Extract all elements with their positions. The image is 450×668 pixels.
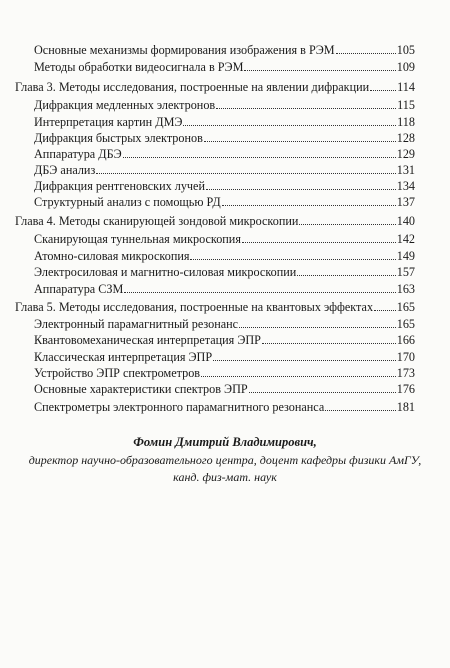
toc-page-number: 173 (396, 366, 415, 380)
toc-dot-leader (213, 359, 396, 361)
toc-entry-title: Методы обработки видеосигнала в РЭМ (34, 60, 244, 74)
toc-entry-title: Устройство ЭПР спектрометров (34, 366, 201, 380)
toc-entry-title: Электронный парамагнитный резонанс (34, 317, 239, 331)
toc-page-number: 170 (396, 350, 415, 364)
toc-entry (34, 96, 415, 112)
toc-entry-title: Структурный анализ с помощью РД (34, 195, 221, 209)
toc-entry-title: Глава 5. Методы исследования, построенные на квантовых эффектах (15, 300, 374, 314)
toc-entry (34, 364, 415, 380)
toc-dot-leader (96, 172, 395, 174)
toc-entry-title: Дифракция медленных электронов (34, 98, 216, 112)
toc-entry-title: Глава 4. Методы сканирующей зондовой микроскопии (15, 214, 299, 228)
toc-page-number: 181 (396, 400, 415, 414)
toc-entry (34, 177, 415, 193)
toc-entry (34, 380, 415, 396)
toc-entry-title: Глава 3. Методы исследования, построенные на явлении дифракции (15, 80, 370, 94)
author-signature (0, 435, 450, 485)
toc-dot-leader (204, 140, 396, 142)
author-position: директор научно-образовательного центра, доцент кафедры физики АмГУ, (28, 453, 422, 467)
toc-page-number: 114 (397, 80, 415, 94)
author-name: Фомин Дмитрий Владимирович, (133, 435, 317, 449)
toc-dot-leader (336, 52, 396, 54)
toc-page-number: 115 (397, 98, 415, 112)
author-degree: канд. физ-мат. наук (173, 470, 277, 484)
toc-page-number: 140 (396, 214, 415, 228)
toc-entry-title: Основные механизмы формирования изображения в РЭМ (34, 43, 335, 57)
toc-entry (34, 230, 415, 246)
toc-page-number: 157 (396, 265, 415, 279)
toc-entry (34, 280, 415, 296)
toc-page-number: 128 (396, 131, 415, 145)
toc-page-number: 137 (396, 195, 415, 209)
toc-dot-leader (123, 156, 396, 158)
toc-page-number: 105 (396, 43, 415, 57)
toc-entry-title: Квантовомеханическая интерпретация ЭПР (34, 333, 261, 347)
toc-page-number: 165 (396, 317, 415, 331)
toc-dot-leader (183, 124, 396, 126)
toc-entry (34, 58, 415, 74)
toc-entry-title: Дифракция рентгеновских лучей (34, 179, 205, 193)
toc-entry (34, 41, 415, 57)
toc-entry-title: Атомно-силовая микроскопия (34, 249, 190, 263)
toc-dot-leader (297, 274, 395, 276)
toc-page-number: 118 (397, 115, 415, 129)
toc-chapter (15, 212, 415, 228)
toc-page-number: 163 (396, 282, 415, 296)
toc-page-number: 176 (396, 382, 415, 396)
toc-page-number: 134 (396, 179, 415, 193)
toc-chapter (15, 78, 415, 94)
toc-entry-title: Аппаратура СЗМ (34, 282, 124, 296)
toc-dot-leader (370, 89, 396, 91)
toc-entry-title: Основные характеристики спектров ЭПР (34, 382, 248, 396)
toc-entry (34, 263, 415, 279)
toc-dot-leader (374, 309, 396, 311)
toc-entry (34, 145, 415, 161)
toc-dot-leader (206, 188, 396, 190)
toc-entry (34, 161, 415, 177)
toc-page-number: 165 (396, 300, 415, 314)
toc-chapter (15, 298, 415, 314)
toc-page-number: 149 (396, 249, 415, 263)
toc-page-number: 142 (396, 232, 415, 246)
toc-entry (34, 398, 415, 414)
toc-entry (34, 331, 415, 347)
toc-dot-leader (262, 342, 396, 344)
toc-dot-leader (244, 69, 395, 71)
toc-entry (34, 315, 415, 331)
toc-dot-leader (249, 391, 396, 393)
toc-entry (34, 348, 415, 364)
toc-dot-leader (190, 258, 395, 260)
toc-dot-leader (124, 291, 395, 293)
toc-dot-leader (222, 204, 396, 206)
toc-dot-leader (201, 375, 396, 377)
toc-entry (34, 113, 415, 129)
toc-dot-leader (299, 223, 395, 225)
toc-entry (34, 247, 415, 263)
toc-dot-leader (242, 241, 396, 243)
toc-page-number: 131 (396, 163, 415, 177)
toc-entry-title: Дифракция быстрых электронов (34, 131, 203, 145)
toc-page-number: 166 (396, 333, 415, 347)
toc-dot-leader (216, 107, 396, 109)
toc-entry-title: Классическая интерпретация ЭПР (34, 350, 213, 364)
toc-entry-title: Аппаратура ДБЭ (34, 147, 122, 161)
toc-entry-title: Электросиловая и магнитно-силовая микроскопии (34, 265, 297, 279)
toc-page-number: 109 (396, 60, 415, 74)
toc-entry-title: Спектрометры электронного парамагнитного резонанса (34, 400, 325, 414)
toc-page-number: 129 (396, 147, 415, 161)
toc-dot-leader (239, 326, 396, 328)
toc-dot-leader (325, 409, 395, 411)
toc-entry (34, 129, 415, 145)
toc-entry (34, 193, 415, 209)
toc-entry-title: Сканирующая туннельная микроскопия (34, 232, 241, 246)
toc-entry-title: Интерпретация картин ДМЭ (34, 115, 183, 129)
toc-entry-title: ДБЭ анализ (34, 163, 96, 177)
